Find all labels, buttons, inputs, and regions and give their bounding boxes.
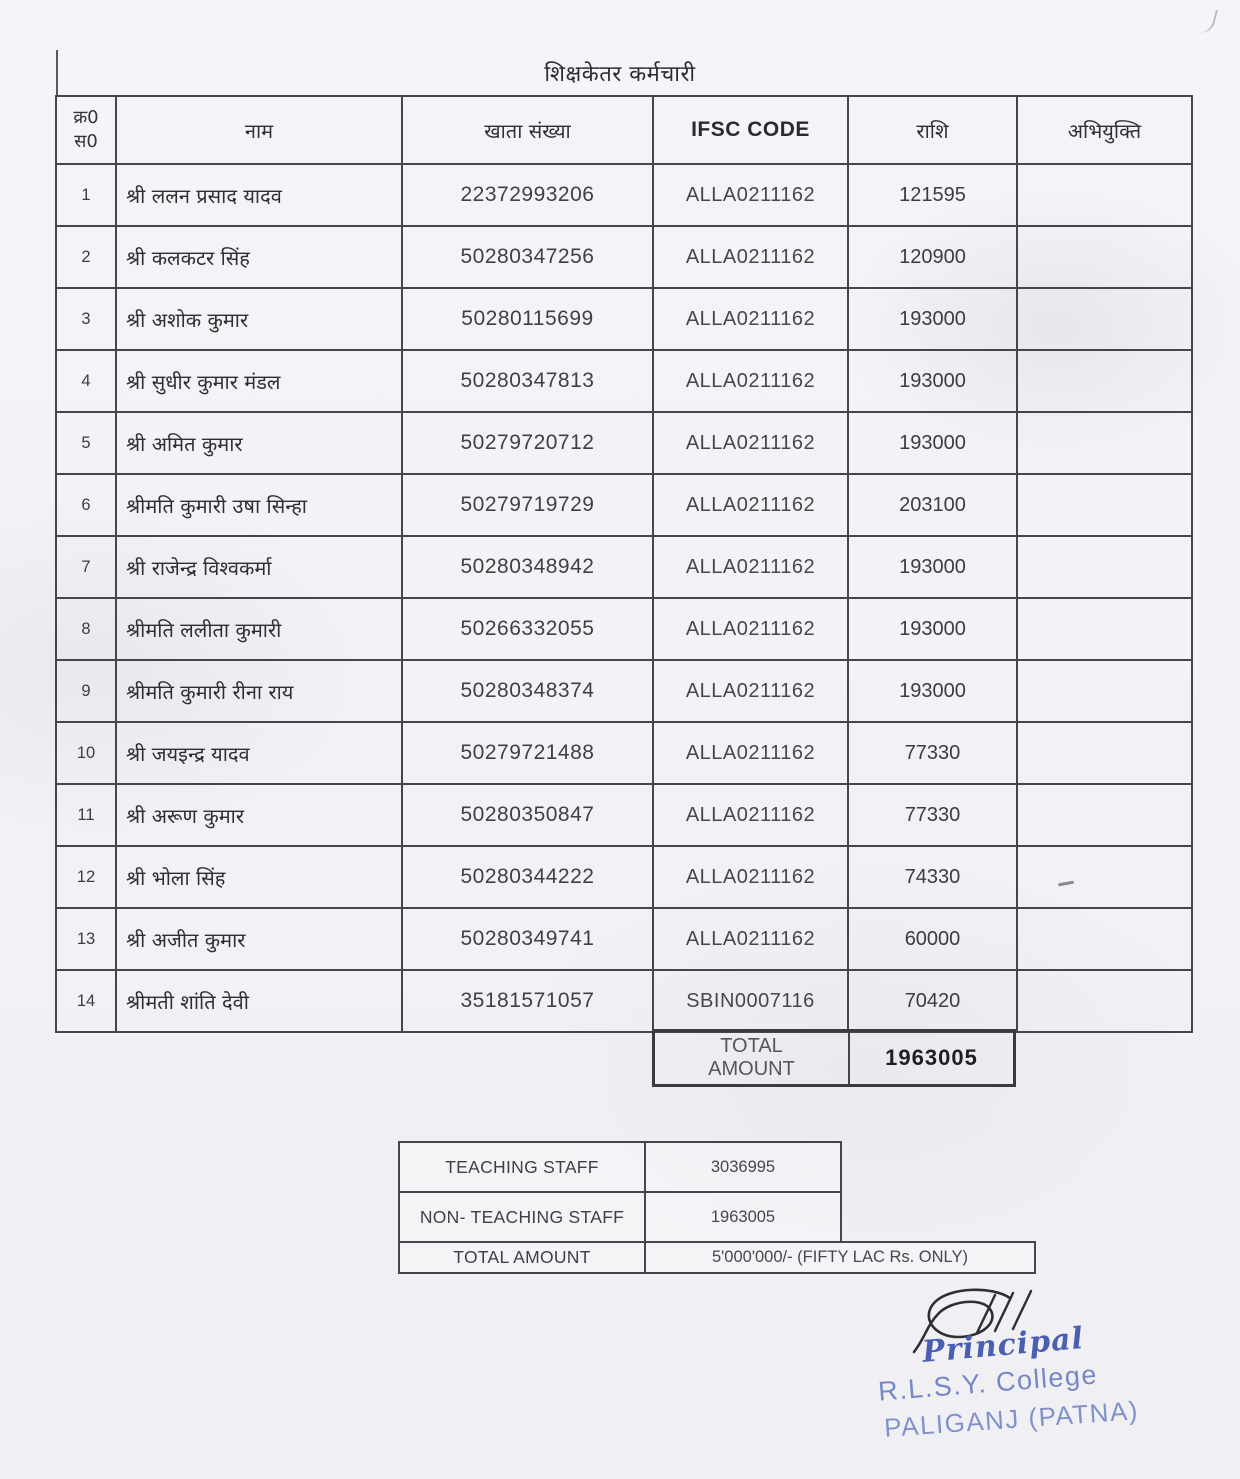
table-row (56, 846, 1192, 908)
cell-name: श्री राजेन्द्र विश्वकर्मा (116, 536, 402, 598)
cell-account: 50280347813 (402, 350, 653, 412)
cell-remarks (1017, 722, 1192, 784)
cell-sno: 4 (56, 350, 116, 412)
cell-account: 35181571057 (402, 970, 653, 1032)
header-amount: राशि (848, 96, 1017, 164)
header-account-number: खाता संख्या (402, 96, 653, 164)
cell-account: 50280115699 (402, 288, 653, 350)
cell-account: 50280350847 (402, 784, 653, 846)
cell-account: 50280349741 (402, 908, 653, 970)
cell-name: श्री भोला सिंह (116, 846, 402, 908)
cell-account: 50280344222 (402, 846, 653, 908)
table-row (56, 288, 1192, 350)
table-header-row (56, 96, 1192, 164)
cell-remarks (1017, 226, 1192, 288)
scan-corner-artifact (1197, 7, 1218, 36)
cell-sno: 14 (56, 970, 116, 1032)
total-amount-row (652, 1029, 1016, 1087)
cell-amount: 193000 (848, 660, 1017, 722)
cell-account: 50280348374 (402, 660, 653, 722)
summary-table (398, 1141, 1036, 1274)
cell-ifsc: ALLA0211162 (653, 846, 848, 908)
cell-amount: 203100 (848, 474, 1017, 536)
cell-remarks (1017, 288, 1192, 350)
cell-account: 50279720712 (402, 412, 653, 474)
cell-sno: 9 (56, 660, 116, 722)
cell-name: श्री ललन प्रसाद यादव (116, 164, 402, 226)
cell-amount: 193000 (848, 536, 1017, 598)
cell-amount: 74330 (848, 846, 1017, 908)
summary-value: 3036995 (644, 1141, 842, 1193)
cell-name: श्रीमति कुमारी उषा सिन्हा (116, 474, 402, 536)
cell-name: श्रीमति कुमारी रीना राय (116, 660, 402, 722)
cell-account: 50279721488 (402, 722, 653, 784)
cell-name: श्रीमति ललीता कुमारी (116, 598, 402, 660)
total-amount-label-text: TOTAL AMOUNT (708, 1035, 795, 1080)
header-remarks: अभियुक्ति (1017, 96, 1192, 164)
cell-amount: 77330 (848, 722, 1017, 784)
cell-sno: 12 (56, 846, 116, 908)
cell-sno: 3 (56, 288, 116, 350)
cell-ifsc: ALLA0211162 (653, 660, 848, 722)
cell-sno: 1 (56, 164, 116, 226)
cell-name: श्री सुधीर कुमार मंडल (116, 350, 402, 412)
cell-remarks (1017, 598, 1192, 660)
cell-amount: 193000 (848, 350, 1017, 412)
header-serial-line1: क्र0 (73, 106, 99, 128)
summary-row-non-teaching (398, 1191, 1036, 1243)
summary-label: TEACHING STAFF (398, 1141, 646, 1193)
stamp-college-name: R.L.S.Y. College (877, 1359, 1099, 1407)
cell-account: 22372993206 (402, 164, 653, 226)
cell-sno: 6 (56, 474, 116, 536)
cell-remarks (1017, 164, 1192, 226)
cell-name: श्री अरूण कुमार (116, 784, 402, 846)
table-row (56, 536, 1192, 598)
cell-name: श्रीमती शांति देवी (116, 970, 402, 1032)
table-row (56, 350, 1192, 412)
cell-ifsc: ALLA0211162 (653, 598, 848, 660)
table-row (56, 164, 1192, 226)
summary-label: NON- TEACHING STAFF (398, 1191, 646, 1243)
cell-remarks (1017, 784, 1192, 846)
summary-row-teaching (398, 1141, 1036, 1193)
cell-amount: 120900 (848, 226, 1017, 288)
staff-table-body (56, 164, 1192, 1032)
cell-name: श्री अजीत कुमार (116, 908, 402, 970)
cell-remarks (1017, 970, 1192, 1032)
cell-amount: 77330 (848, 784, 1017, 846)
table-row (56, 474, 1192, 536)
cell-ifsc: ALLA0211162 (653, 164, 848, 226)
document-title: शिक्षकेतर कर्मचारी (544, 62, 696, 87)
stamp-principal-title: Principal (920, 1321, 1086, 1370)
table-row (56, 970, 1192, 1032)
table-row (56, 784, 1192, 846)
table-row (56, 598, 1192, 660)
cell-sno: 8 (56, 598, 116, 660)
total-amount-value: 1963005 (885, 1045, 978, 1070)
stamp-college-place: PALIGANJ (PATNA) (883, 1395, 1140, 1443)
cell-account: 50280347256 (402, 226, 653, 288)
cell-ifsc: ALLA0211162 (653, 908, 848, 970)
cell-ifsc: ALLA0211162 (653, 226, 848, 288)
cell-amount: 121595 (848, 164, 1017, 226)
cell-ifsc: SBIN0007116 (653, 970, 848, 1032)
total-amount-label (655, 1032, 850, 1084)
cell-remarks (1017, 412, 1192, 474)
summary-value: 1963005 (644, 1191, 842, 1243)
summary-value: 5'000'000/- (FIFTY LAC Rs. ONLY) (644, 1241, 1036, 1274)
cell-name: श्री अशोक कुमार (116, 288, 402, 350)
cell-sno: 11 (56, 784, 116, 846)
cell-ifsc: ALLA0211162 (653, 536, 848, 598)
summary-label: TOTAL AMOUNT (398, 1241, 646, 1274)
header-name: नाम (116, 96, 402, 164)
cell-ifsc: ALLA0211162 (653, 350, 848, 412)
cell-name: श्री अमित कुमार (116, 412, 402, 474)
table-row (56, 660, 1192, 722)
cell-ifsc: ALLA0211162 (653, 412, 848, 474)
cell-amount: 60000 (848, 908, 1017, 970)
cell-sno: 10 (56, 722, 116, 784)
cell-amount: 193000 (848, 598, 1017, 660)
cell-sno: 5 (56, 412, 116, 474)
header-ifsc-code: IFSC CODE (653, 96, 848, 164)
cell-sno: 13 (56, 908, 116, 970)
cell-account: 50266332055 (402, 598, 653, 660)
cell-ifsc: ALLA0211162 (653, 474, 848, 536)
cell-ifsc: ALLA0211162 (653, 288, 848, 350)
cell-amount: 193000 (848, 412, 1017, 474)
cell-account: 50280348942 (402, 536, 653, 598)
table-row (56, 226, 1192, 288)
cell-sno: 2 (56, 226, 116, 288)
cell-sno: 7 (56, 536, 116, 598)
cell-remarks (1017, 474, 1192, 536)
cell-name: श्री कलकटर सिंह (116, 226, 402, 288)
cell-amount: 70420 (848, 970, 1017, 1032)
cell-ifsc: ALLA0211162 (653, 722, 848, 784)
table-row (56, 412, 1192, 474)
cell-remarks (1017, 846, 1192, 908)
cell-remarks (1017, 350, 1192, 412)
header-serial-line2: स0 (74, 131, 98, 152)
staff-payment-table (55, 95, 1193, 1033)
cell-remarks (1017, 908, 1192, 970)
cell-ifsc: ALLA0211162 (653, 784, 848, 846)
cell-name: श्री जयइन्द्र यादव (116, 722, 402, 784)
cell-remarks (1017, 660, 1192, 722)
cell-remarks (1017, 536, 1192, 598)
cell-account: 50279719729 (402, 474, 653, 536)
table-row (56, 722, 1192, 784)
header-serial-number (56, 96, 116, 164)
cell-amount: 193000 (848, 288, 1017, 350)
table-row (56, 908, 1192, 970)
